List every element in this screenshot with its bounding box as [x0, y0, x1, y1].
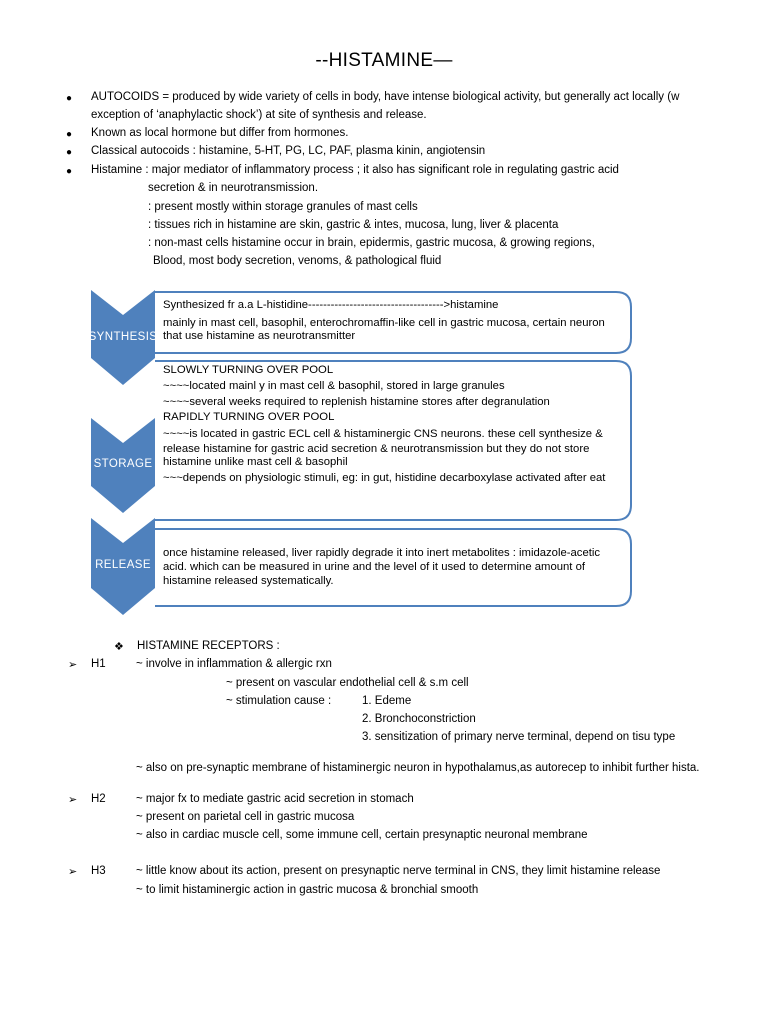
diamond-bullet-icon: ❖: [114, 641, 124, 653]
bullet-dot: ●: [66, 93, 73, 104]
histamine-detail-line: Blood, most body secretion, venoms, & pathological fluid: [153, 255, 442, 267]
bullet-text: exception of ‘anaphylactic shock’) at site of synthesis and release.: [91, 109, 427, 121]
arrow-bullet-icon: ➢: [68, 794, 78, 806]
release-text: acid. which can be measured in urine and the level of it used to determine amount of: [163, 561, 586, 573]
bullet-text: Classical autocoids : histamine, 5-HT, PG, LC, PAF, plasma kinin, angiotensin: [91, 145, 486, 157]
storage-text: RAPIDLY TURNING OVER POOL: [163, 411, 335, 423]
arrow-bullet-icon: ➢: [68, 866, 78, 878]
storage-text: ~~~~several weeks required to replenish histamine stores after degranulation: [163, 396, 550, 408]
histamine-detail-line: : tissues rich in histamine are skin, gastric & intes, mucosa, lung, liver & placenta: [148, 219, 559, 231]
histamine-detail-line: : present mostly within storage granules of mast cells: [148, 201, 418, 213]
release-text: histamine released systematically.: [163, 575, 334, 587]
h3-line: ~ little know about its action, present on presynaptic nerve terminal in CNS, they limit histamine release: [136, 865, 661, 877]
synthesis-text: mainly in mast cell, basophil, enterochromaffin-like cell in gastric mucosa, certain neuron: [163, 317, 605, 329]
receptor-label-h1: H1: [91, 658, 106, 670]
storage-text: release histamine for gastric acid secretion & neurotransmission but they do not store: [163, 443, 590, 455]
histamine-detail-line: secretion & in neurotransmission.: [148, 182, 319, 194]
h1-stimulation-item: 2. Bronchoconstriction: [362, 713, 476, 725]
h1-stimulation-item: 3. sensitization of primary nerve terminal, depend on tisu type: [362, 731, 676, 743]
storage-text: ~~~depends on physiologic stimuli, eg: in gut, histidine decarboxylase activated after eat: [163, 472, 606, 484]
bullet-text: AUTOCOIDS = produced by wide variety of cells in body, have intense biological activity, but generally act locally (w: [91, 91, 680, 103]
h1-stimulation-label: ~ stimulation cause :: [226, 695, 332, 707]
h1-line: ~ involve in inflammation & allergic rxn: [136, 658, 332, 670]
synthesis-text: that use histamine as neurotransmitter: [163, 330, 356, 342]
bullet-text: Known as local hormone but differ from hormones.: [91, 127, 349, 139]
h2-line: ~ present on parietal cell in gastric mucosa: [136, 811, 355, 823]
storage-text: SLOWLY TURNING OVER POOL: [163, 364, 334, 376]
release-text: once histamine released, liver rapidly degrade it into inert metabolites : imidazole-acetic: [163, 547, 601, 559]
histamine-detail-line: : non-mast cells histamine occur in brain, epidermis, gastric mucosa, & growing regions,: [148, 237, 595, 249]
arrow-bullet-icon: ➢: [68, 659, 78, 671]
storage-text: ~~~~located mainl y in mast cell & basophil, stored in large granules: [163, 380, 505, 392]
receptor-label-h2: H2: [91, 793, 106, 805]
h2-line: ~ major fx to mediate gastric acid secretion in stomach: [136, 793, 414, 805]
h1-extra-line: ~ also on pre-synaptic membrane of histaminergic neuron in hypothalamus,as autorecep to inhibit further hista.: [136, 762, 700, 774]
receptors-heading: HISTAMINE RECEPTORS :: [137, 640, 280, 652]
bullet-dot: ●: [66, 166, 73, 177]
h1-line: ~ present on vascular endothelial cell & s.m cell: [226, 677, 469, 689]
receptor-label-h3: H3: [91, 865, 106, 877]
bullet-dot: ●: [66, 147, 73, 158]
storage-text: histamine unlike mast cell & basophil: [163, 456, 348, 468]
h3-line: ~ to limit histaminergic action in gastric mucosa & bronchial smooth: [136, 884, 479, 896]
bullet-text: Histamine : major mediator of inflammatory process ; it also has significant role in regulating gastric acid: [91, 164, 619, 176]
synthesis-text: Synthesized fr a.a L-histidine------------------------------------>histamine: [163, 299, 499, 311]
release-label: RELEASE: [95, 559, 151, 571]
h2-line: ~ also in cardiac muscle cell, some immune cell, certain presynaptic neuronal membrane: [136, 829, 588, 841]
synthesis-label: SYNTHESIS: [88, 331, 158, 343]
storage-text: ~~~~is located in gastric ECL cell & histaminergic CNS neurons. these cell synthesize &: [163, 428, 603, 440]
storage-label: STORAGE: [93, 458, 153, 470]
page-title: --HISTAMINE—: [315, 50, 453, 71]
bullet-dot: ●: [66, 129, 73, 140]
h1-stimulation-item: 1. Edeme: [362, 695, 412, 707]
